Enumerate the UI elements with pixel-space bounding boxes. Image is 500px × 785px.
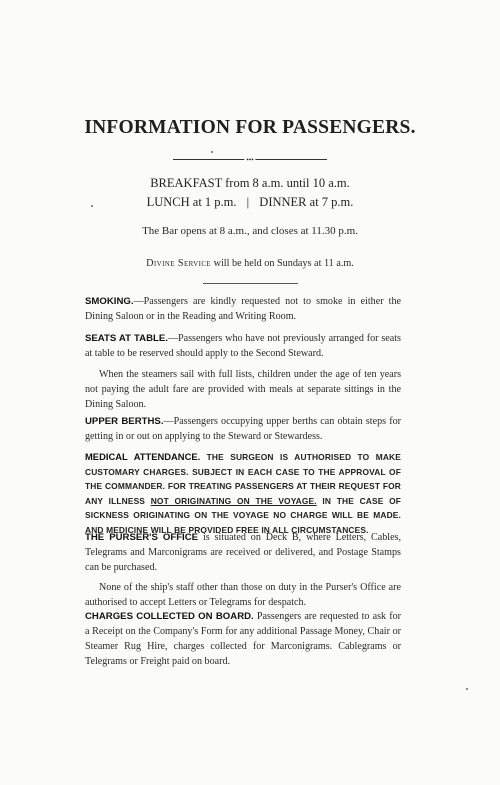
charges-paragraph [85,609,401,669]
bar-hours: The Bar opens at 8 a.m., and closes at 11.30 p.m. [142,225,358,237]
page-title: INFORMATION FOR PASSENGERS. [84,117,416,138]
section-divider [203,283,298,284]
dinner-time: at 7 p.m. [309,195,354,209]
medical-text-a: THE SURGEON IS AUTHORISED TO MAKE CUSTOMARY CHARGES. SUBJECT IN EACH CASE TO THE APPROVAL OF THE COMMANDER. FOR TREATING PASSENGERS AT THEIR REQUEST FOR ANY ILLNESS [85,452,401,506]
breakfast-line [0,176,500,191]
charges-text: Passengers are requested to ask for a Receipt on the Company's Form for any additional Passage Money, Chair or Steamer Rug Hire, charges collected for Marconigrams. Cablegrams or Telegrams or Freight paid on board. [85,611,401,667]
dinner-label: DINNER [259,195,307,209]
print-speck [211,151,213,153]
ornament-dots: ••• [246,156,254,164]
breakfast-time: from 8 a.m. until 10 a.m. [225,176,350,190]
charges-heading: CHARGES COLLECTED ON BOARD. [85,611,254,622]
staff-paragraph [85,580,401,610]
full-lists-paragraph [85,367,401,412]
meal-separator: | [246,195,250,209]
smoking-text: —Passengers are kindly requested not to smoke in either the Dining Saloon or in the Reading and Writing Room. [85,296,401,322]
divine-service-lead: Divine Service [146,258,212,269]
pursers-office-paragraph [85,530,401,575]
upper-berths-text: —Passengers occupying upper berths can obtain steps for getting in or out on applying to the Steward or Stewardess. [85,416,401,442]
pursers-office-heading: THE PURSER'S OFFICE [85,532,199,543]
upper-berths-heading: UPPER BERTHS. [85,416,164,427]
lunch-label: LUNCH [146,195,190,209]
lunch-dinner-line [0,195,500,210]
seats-paragraph [85,331,401,361]
print-speck [91,205,93,207]
smoking-paragraph [85,294,401,324]
seats-heading: SEATS AT TABLE. [85,333,168,344]
divine-service-notice [0,258,500,269]
title-ornament-rule [173,157,327,163]
full-lists-text: When the steamers sail with full lists, children under the age of ten years not paying the adult fare are provided with meals at separate sittings in the Dining Saloon. [85,369,401,410]
medical-underlined-text: NOT ORIGINATING ON THE VOYAGE. [150,495,317,506]
medical-text-b: IN THE CASE OF SICKNESS ORIGINATING ON THE VOYAGE NO CHARGE WILL BE MADE. AND MEDICINE WILL BE PROVIDED FREE IN ALL CIRCUMSTANCES. [85,495,402,535]
medical-heading: MEDICAL ATTENDANCE. [85,451,201,462]
staff-text: None of the ship's staff other than those on duty in the Purser's Office are authorised to accept Letters or Telegrams for despatch. [85,582,401,608]
medical-paragraph [85,450,401,537]
print-speck [466,688,468,690]
upper-berths-paragraph [85,414,401,444]
smoking-heading: SMOKING. [85,296,134,307]
divine-service-text: will be held on Sundays at 11 a.m. [213,258,354,269]
seats-text: —Passengers who have not previously arranged for seats at table to be reserved should apply to the Second Steward. [85,333,401,359]
lunch-time: at 1 p.m. [192,195,237,209]
breakfast-label: BREAKFAST [150,176,222,190]
pursers-office-text: is situated on Deck B, where Letters, Cables, Telegrams and Marconigrams are received or delivered, and Postage Stamps can be purchased. [85,532,402,573]
